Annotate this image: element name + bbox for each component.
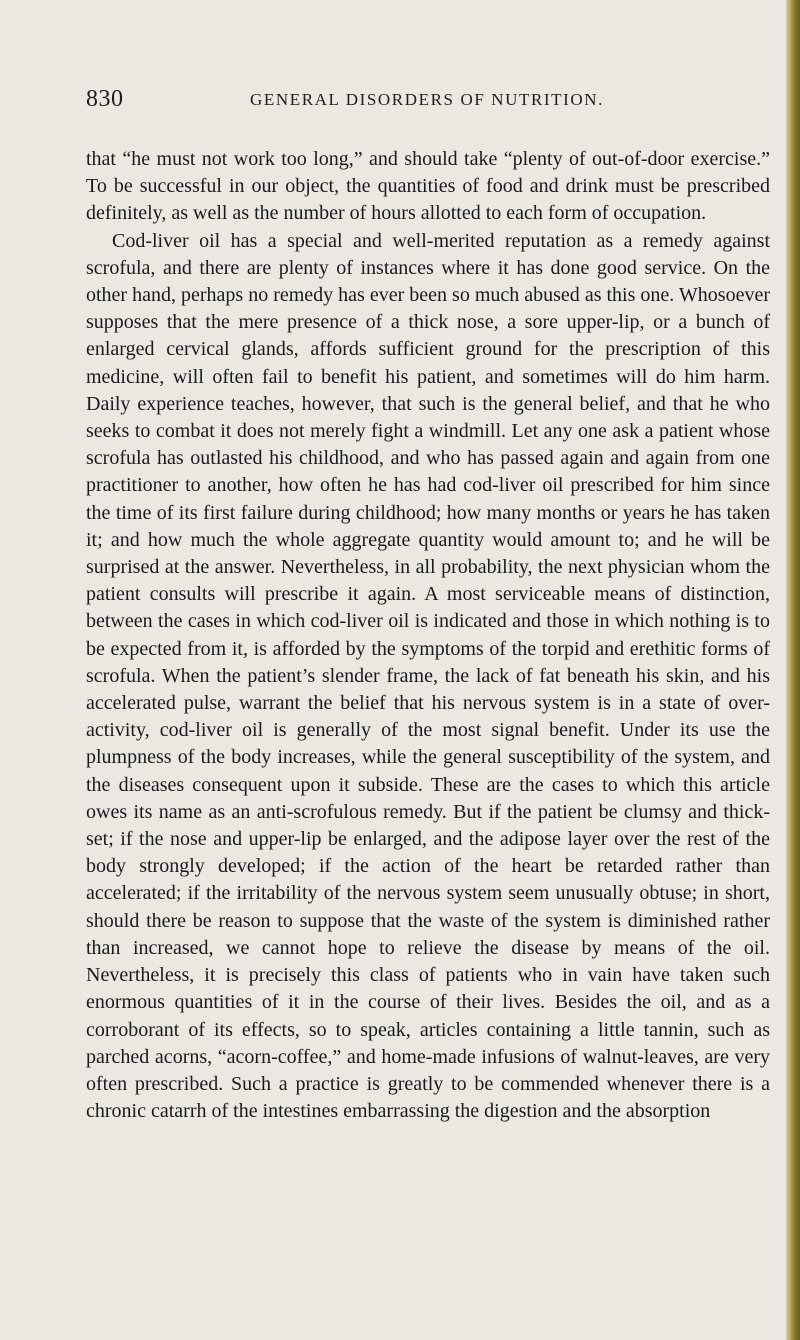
body-text [86,146,770,1125]
page-binding-edge [786,0,800,1340]
chapter-title: GENERAL DISORDERS OF NUTRITION. [250,90,605,109]
paragraph-cod-liver-oil: Cod-liver oil has a special and well-merited reputation as a remedy against scrofula, and there are plenty of instances where it has done good service. On the other hand, perhaps no remedy has ever been so much abused as this one. Whosoever supposes that the mere presence of a thick nose, a sore upper-lip, or a bunch of enlarged cervical glands, affords sufficient ground for the prescription of this medicine, will often fail to benefit his patient, and sometimes will do him harm. Daily experience teaches, however, that such is the general belief, and that he who seeks to combat it does not merely fight a windmill. Let any one ask a patient whose scrofula has outlasted his childhood, and who has passed again and again from one practitioner to another, how often he has had cod-liver oil prescribed for him since the time of its first failure during childhood; how many months or years he has taken it; and how much the whole aggregate quantity would amount to; and he will be surprised at the answer. Nevertheless, in all probability, the next physician whom the patient consults will prescribe it again. A most serviceable means of distinction, between the cases in which cod-liver oil is indicated and those in which nothing is to be expected from it, is afforded by the symptoms of the torpid and erethitic forms of scrofula. When the patient’s slender frame, the lack of fat beneath his skin, and his accelerated pulse, warrant the belief that his nervous system is in a state of over-activity, cod-liver oil is generally of the most signal benefit. Under its use the plumpness of the body increases, while the general susceptibility of the system, and the diseases consequent upon it subside. These are the cases to which this article owes its name as an anti-scrofulous remedy. But if the patient be clumsy and thick-set; if the nose and upper-lip be enlarged, and the adipose layer over the rest of the body strongly developed; if the action of the heart be retarded rather than accelerated; if the irritability of the nervous system seem unusually obtuse; in short, should there be reason to suppose that the waste of the system is diminished rather than increased, we cannot hope to relieve the disease by means of the oil. Nevertheless, it is precisely this class of patients who in vain have taken such enormous quantities of it in the course of their lives. Besides the oil, and as a corroborant of its effects, so to speak, articles containing a little tannin, such as parched acorns, “acorn-coffee,” and home-made infusions of walnut-leaves, are very often prescribed. Such a practice is greatly to be commended whenever there is a chronic catarrh of the intestines embarrassing the digestion and the absorption [86,229,770,1123]
page-number: 830 [86,86,124,112]
running-header [86,86,766,116]
paragraph-continuation: that “he must not work too long,” and should take “plenty of out-of-door exercise.” To be successful in our object, the quantities of food and drink must be prescribed definitely, as well as the number of hours allotted to each form of occupation. [86,148,770,225]
